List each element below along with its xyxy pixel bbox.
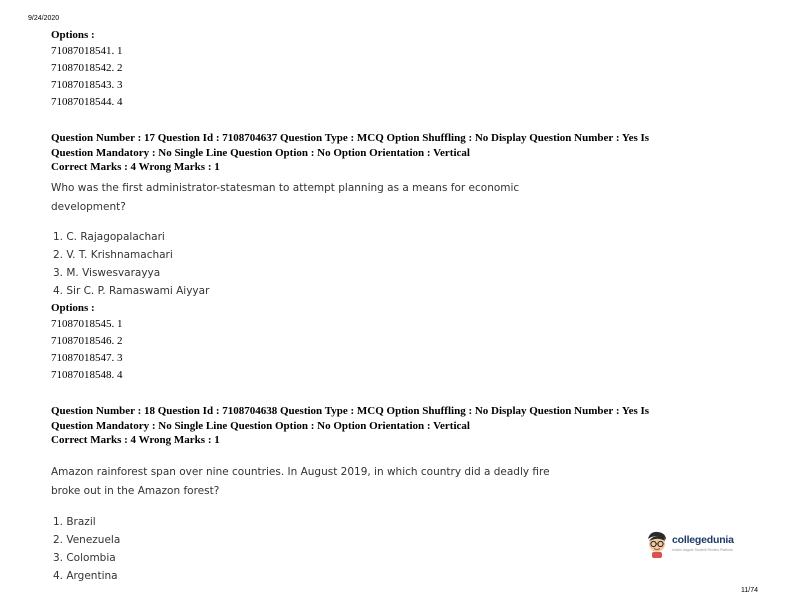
print-date: 9/24/2020 — [28, 15, 60, 22]
choice-item: 1. C. Rajagopalachari — [53, 231, 165, 243]
choice-item: 3. Colombia — [53, 552, 116, 564]
question-text-line: broke out in the Amazon forest? — [51, 485, 220, 497]
question-text-line: Who was the first administrator-statesman to attempt planning as a means for economic — [51, 182, 520, 194]
options-label: Options : — [51, 302, 95, 314]
question-meta-line: Question Number : 18 Question Id : 7108704638 Question Type : MCQ Option Shuffling : No Display Question Number : Yes Is — [51, 405, 650, 417]
question-meta-line: Question Mandatory : No Single Line Question Option : No Option Orientation : Vertical — [51, 419, 470, 432]
marks-line: Correct Marks : 4 Wrong Marks : 1 — [51, 161, 220, 173]
logo-tagline: India's largest Student Review Platform — [672, 548, 733, 552]
question-meta-line: Question Mandatory : No Single Line Question Option : No Option Orientation : Vertical — [51, 146, 470, 159]
question-text-line: Amazon rainforest span over nine countries. In August 2019, in which country did a deadly fire — [51, 466, 550, 478]
question-meta-line: Question Number : 17 Question Id : 7108704637 Question Type : MCQ Option Shuffling : No Display Question Number : Yes Is — [51, 132, 650, 144]
options-label: Options : — [51, 29, 95, 41]
question-text-line: development? — [51, 201, 126, 213]
question-18-text — [51, 463, 550, 501]
question-17-choices — [53, 228, 209, 300]
option-id: 71087018545. 1 — [51, 318, 123, 330]
question-17-text — [51, 179, 519, 217]
choice-item: 2. Venezuela — [53, 534, 121, 546]
question-18-choices — [53, 513, 120, 585]
option-id: 71087018546. 2 — [51, 335, 123, 347]
option-id: 71087018547. 3 — [51, 352, 123, 364]
option-list — [51, 316, 123, 384]
question-17-meta — [51, 131, 649, 175]
marks-line: Correct Marks : 4 Wrong Marks : 1 — [51, 434, 220, 446]
option-id: 71087018543. 3 — [51, 79, 123, 91]
page-number: 11/74 — [741, 587, 758, 594]
logo-wordmark: collegedunia — [672, 534, 734, 546]
choice-item: 3. M. Viswesvarayya — [53, 267, 161, 279]
choice-item: 4. Argentina — [53, 570, 118, 582]
option-id: 71087018542. 2 — [51, 62, 123, 74]
choice-item: 1. Brazil — [53, 516, 96, 528]
choice-item: 4. Sir C. P. Ramaswami Aiyyar — [53, 285, 210, 297]
option-id: 71087018541. 1 — [51, 45, 123, 57]
choice-item: 2. V. T. Krishnamachari — [53, 249, 173, 261]
option-id: 71087018548. 4 — [51, 369, 123, 381]
collegedunia-logo — [645, 530, 755, 560]
question-18-meta — [51, 404, 649, 448]
mascot-icon — [645, 530, 669, 558]
option-id: 71087018544. 4 — [51, 96, 123, 108]
option-list — [51, 43, 123, 111]
